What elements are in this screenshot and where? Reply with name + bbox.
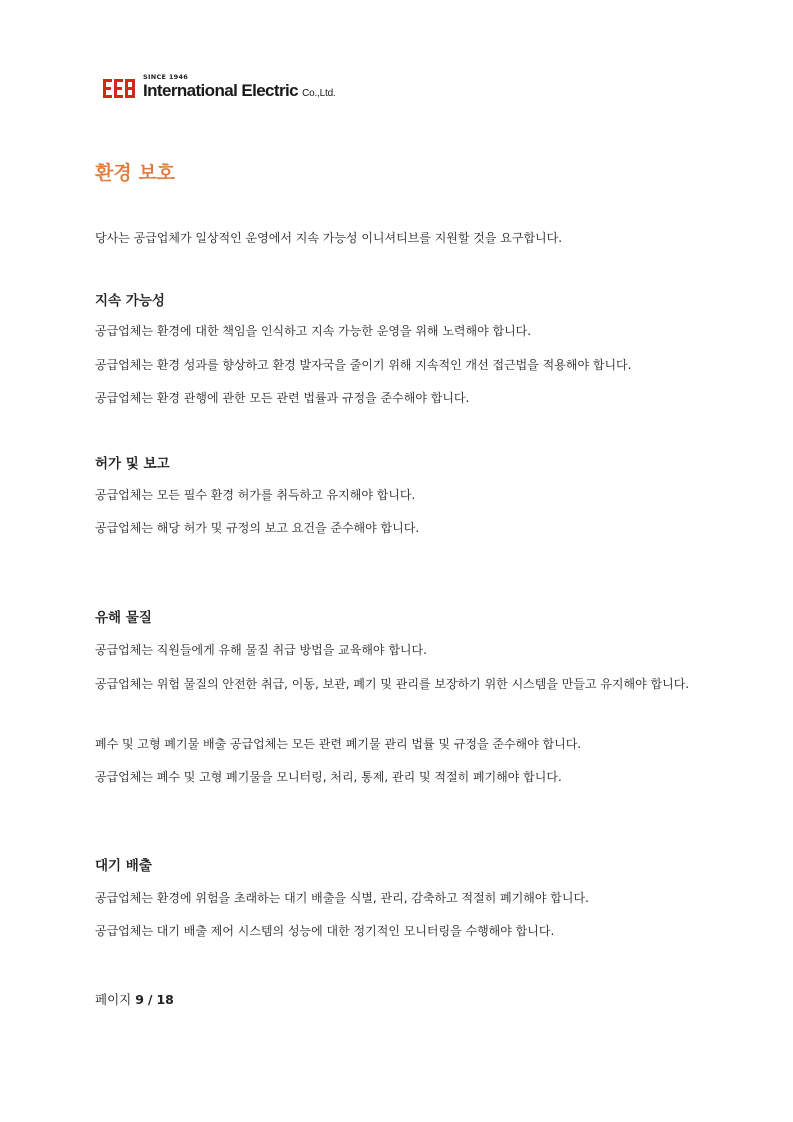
paragraph: 공급업체는 모든 필수 환경 허가를 취득하고 유지해야 합니다. <box>95 488 416 502</box>
page-label: 페이지 <box>95 992 132 1007</box>
page-current: 9 <box>135 992 144 1007</box>
paragraph: 공급업체는 환경에 위험을 초래하는 대기 배출을 식별, 관리, 감축하고 적절히 폐기해야 합니다. <box>95 891 589 905</box>
paragraph: 공급업체는 위험 물질의 안전한 취급, 이동, 보관, 폐기 및 관리를 보장하기 위한 시스템을 만들고 유지해야 합니다. <box>95 677 690 691</box>
paragraph: 공급업체는 환경에 대한 책임을 인식하고 지속 가능한 운영을 위해 노력해야 합니다. <box>95 324 532 338</box>
section-heading-air-emissions: 대기 배출 <box>95 858 152 874</box>
section-heading-permits: 허가 및 보고 <box>95 456 170 472</box>
paragraph: 공급업체는 폐수 및 고형 폐기물을 모니터링, 처리, 통제, 관리 및 적절히 폐기해야 합니다. <box>95 770 562 784</box>
logo-mark-icon <box>103 76 137 100</box>
page-title: 환경 보호 <box>95 162 176 184</box>
section-heading-hazardous-materials: 유해 물질 <box>95 610 152 626</box>
page-separator: / <box>147 992 153 1007</box>
logo-suffix: Co.,Ltd. <box>302 88 336 99</box>
page-total: 18 <box>156 992 174 1007</box>
intro-paragraph: 당사는 공급업체가 일상적인 운영에서 지속 가능성 이니셔티브를 지원할 것을 요구합니다. <box>95 231 563 245</box>
paragraph: 폐수 및 고형 폐기물 배출 공급업체는 모든 관련 폐기물 관리 법률 및 규정을 준수해야 합니다. <box>95 737 582 751</box>
logo-name-text: International Electric <box>143 81 298 100</box>
logo-since: SINCE 1946 <box>143 73 189 81</box>
paragraph: 공급업체는 해당 허가 및 규정의 보고 요건을 준수해야 합니다. <box>95 521 420 535</box>
paragraph: 공급업체는 직원들에게 유해 물질 취급 방법을 교육해야 합니다. <box>95 643 427 657</box>
company-logo <box>103 73 363 103</box>
section-heading-sustainability: 지속 가능성 <box>95 293 165 309</box>
paragraph: 공급업체는 대기 배출 제어 시스템의 성능에 대한 정기적인 모니터링을 수행해야 합니다. <box>95 924 555 938</box>
paragraph: 공급업체는 환경 성과를 향상하고 환경 발자국을 줄이기 위해 지속적인 개선 접근법을 적용해야 합니다. <box>95 358 632 372</box>
paragraph: 공급업체는 환경 관행에 관한 모든 관련 법률과 규정을 준수해야 합니다. <box>95 391 470 405</box>
logo-company-name <box>143 81 336 101</box>
page-indicator <box>95 990 174 1008</box>
